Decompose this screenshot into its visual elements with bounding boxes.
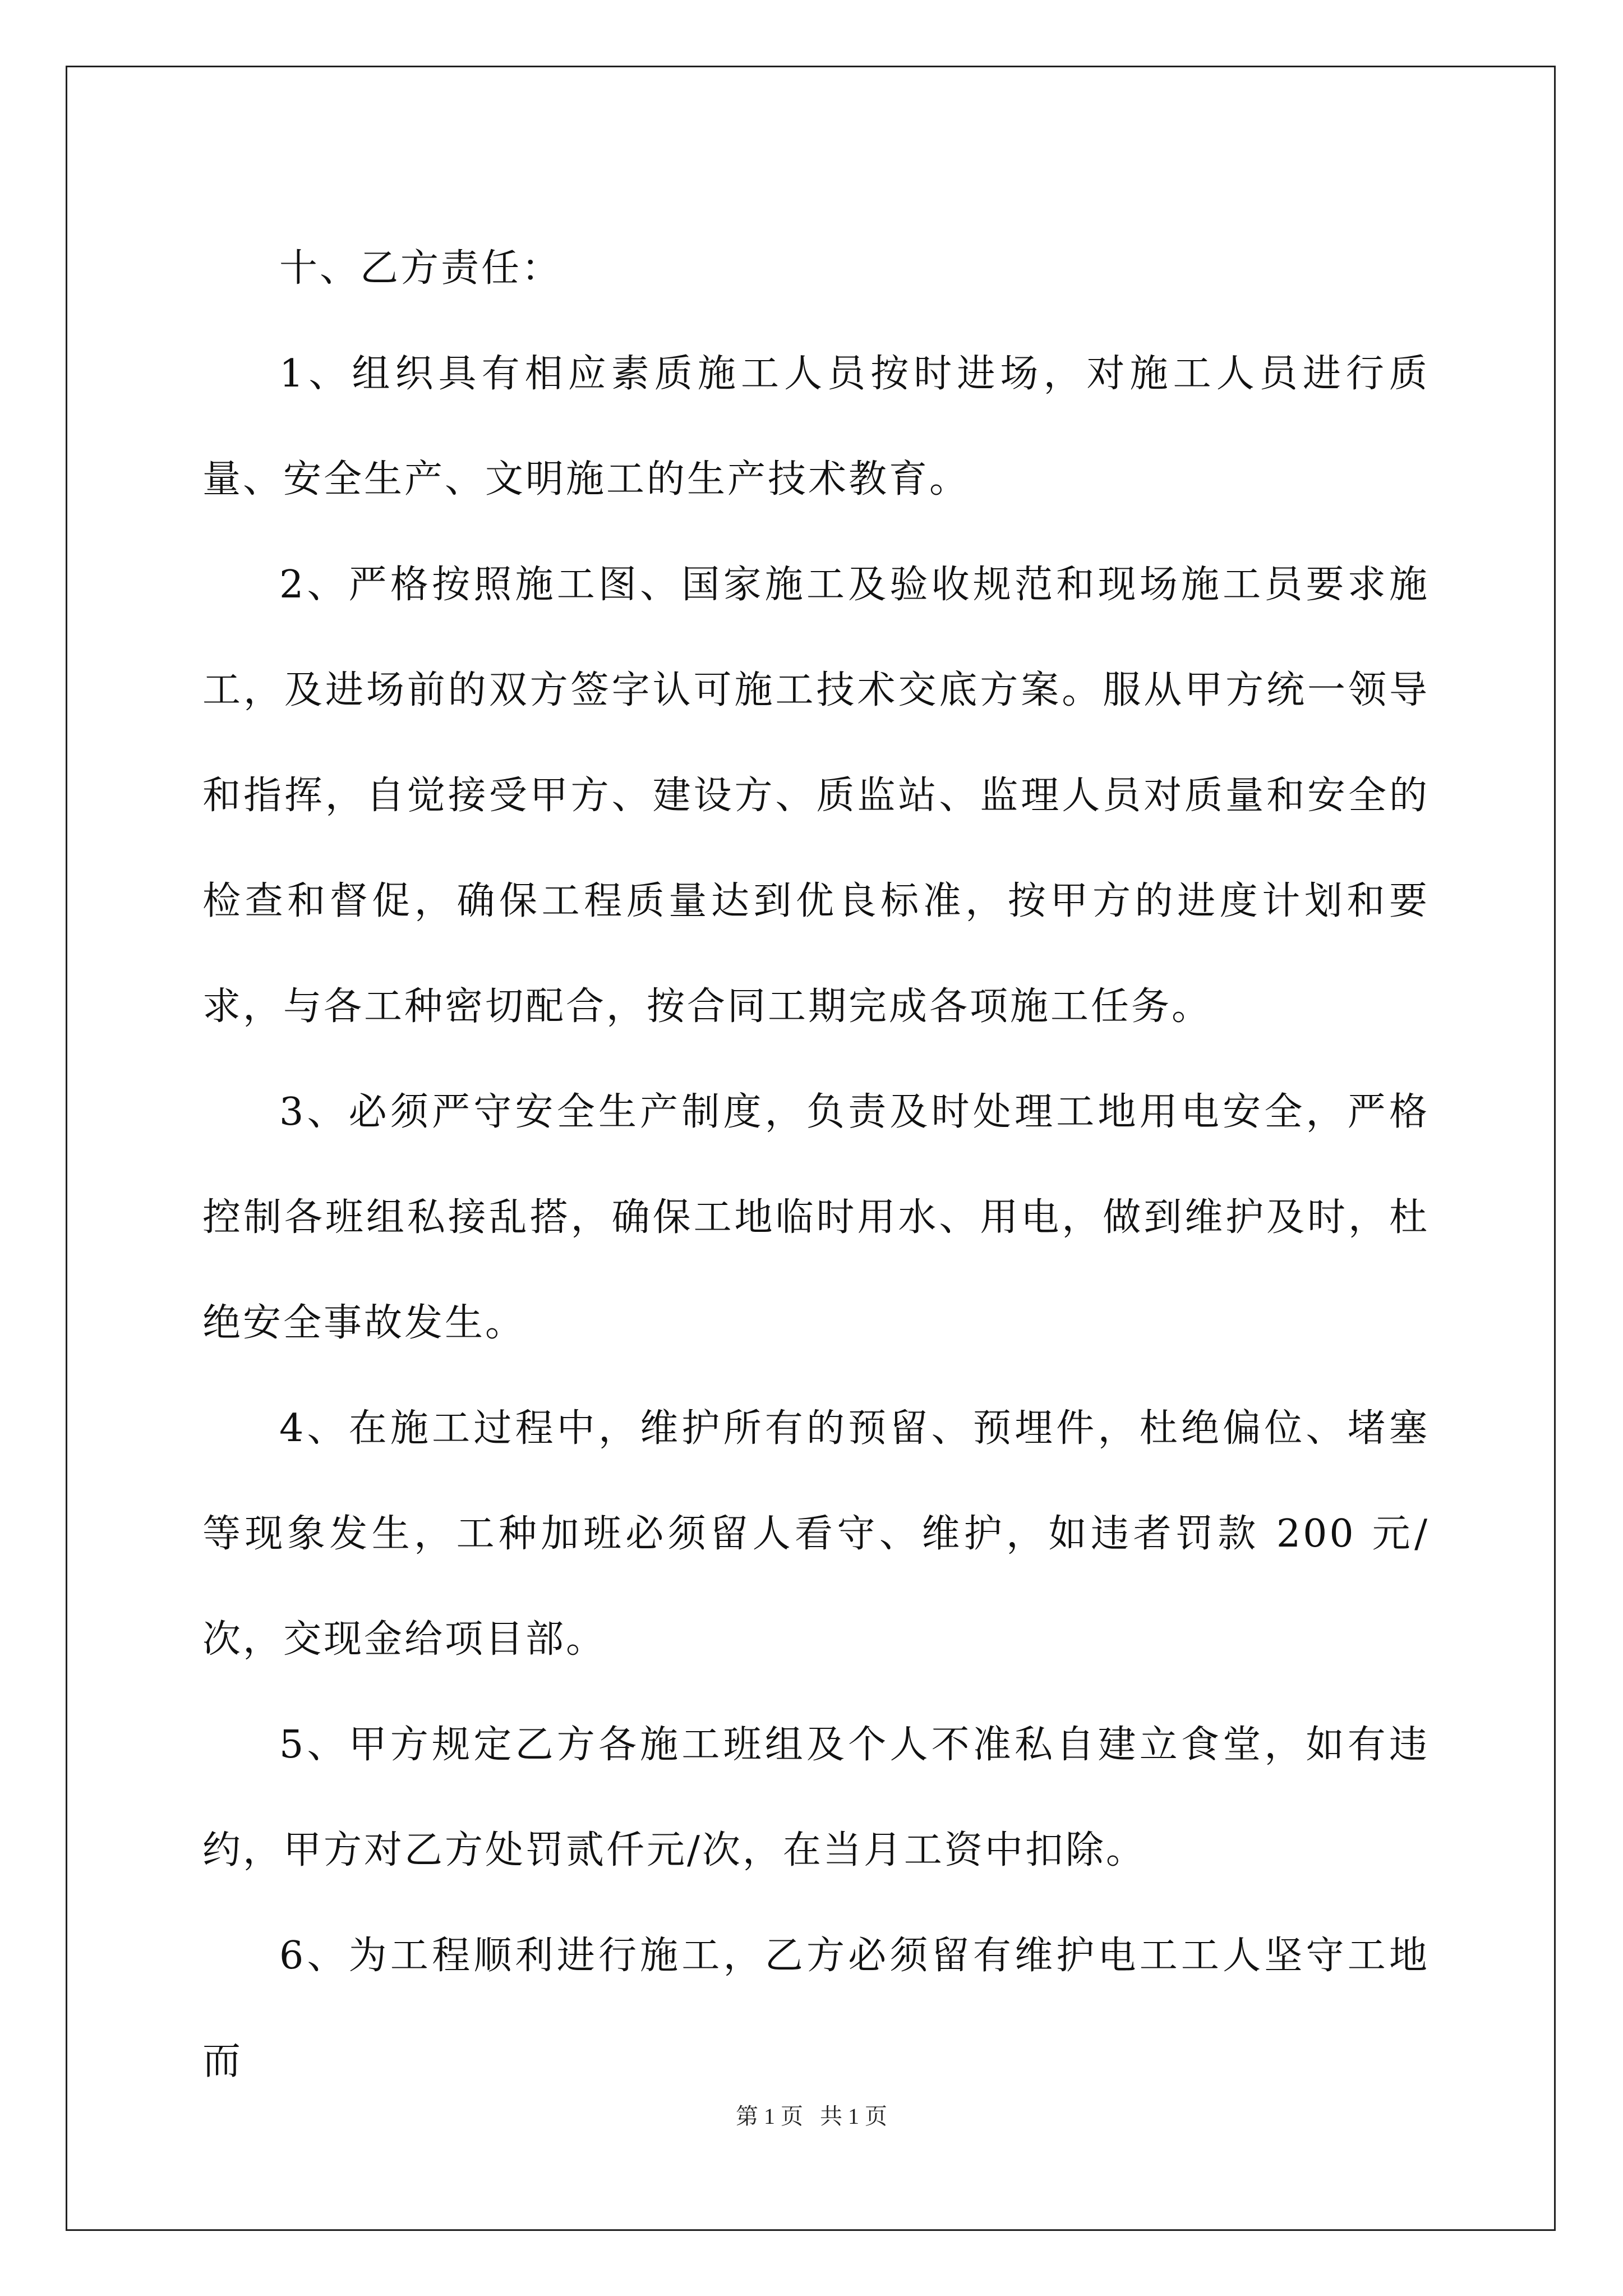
document-body — [202, 216, 1430, 2114]
paragraph-4: 4、在施工过程中，维护所有的预留、预埋件，杜绝偏位、堵塞等现象发生，工种加班必须留人看守、维护，如违者罚款 200 元/次，交现金给项目部。 — [202, 1406, 1430, 1662]
page-number-footer: 第 1 页 共 1 页 — [736, 2104, 887, 2129]
paragraph-5: 5、甲方规定乙方各施工班组及个人不准私自建立食堂，如有违约，甲方对乙方处罚贰仟元/次，在当月工资中扣除。 — [202, 1723, 1430, 1872]
paragraph-3: 3、必须严守安全生产制度，负责及时处理工地用电安全，严格控制各班组私接乱搭，确保工地临时用水、用电，做到维护及时，杜绝安全事故发生。 — [202, 1090, 1430, 1345]
section-heading: 十、乙方责任： — [279, 246, 562, 291]
paragraph-2: 2、严格按照施工图、国家施工及验收规范和现场施工员要求施工，及进场前的双方签字认可施工技术交底方案。服从甲方统一领导和指挥，自觉接受甲方、建设方、质监站、监理人员对质量和安全的检查和督促，确保工程质量达到优良标准，按甲方的进度计划和要求，与各工种密切配合，按合同工期完成各项施工任务。 — [202, 563, 1430, 1029]
paragraph-1: 1、组织具有相应素质施工人员按时进场，对施工人员进行质量、安全生产、文明施工的生产技术教育。 — [202, 352, 1430, 501]
paragraph-6: 6、为工程顺利进行施工，乙方必须留有维护电工工人坚守工地而 — [202, 1934, 1430, 2083]
